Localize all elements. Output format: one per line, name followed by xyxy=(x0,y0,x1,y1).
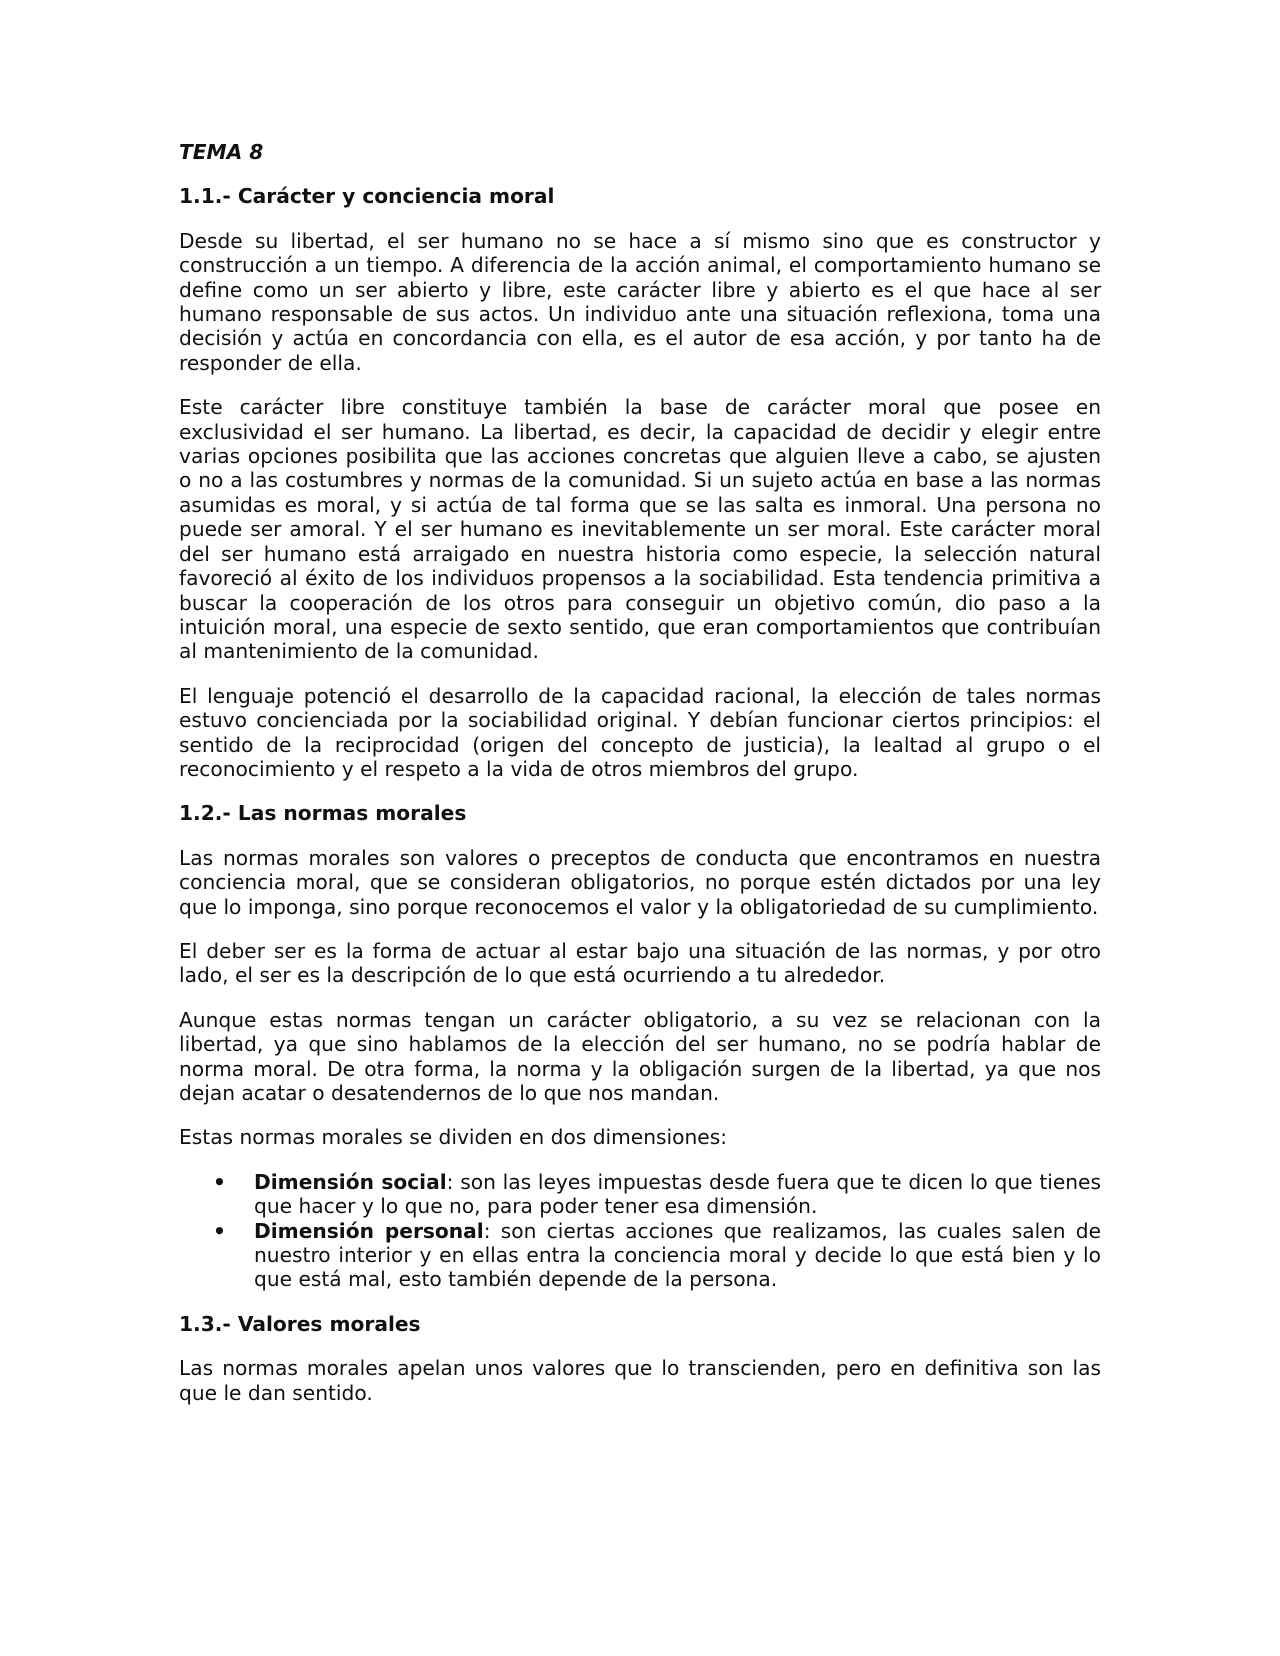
document-title: TEMA 8 xyxy=(179,140,264,164)
bullet-icon: • xyxy=(213,1218,226,1243)
section-heading-1-1: 1.1.- Carácter y conciencia moral xyxy=(179,184,555,209)
list-item-text: : son ciertas acciones que realizamos, las cuales salen de nuestro interior y en ellas entra la conciencia moral y decide lo que está bien y lo que está mal, esto también depende de la persona. xyxy=(254,1218,1101,1292)
bullet-icon: • xyxy=(213,1169,226,1194)
paragraph: Las normas morales son valores o preceptos de conducta que encontramos en nuestra conciencia moral, que se consideran obligatorios, no porque estén dictados por una ley que lo imponga, sino porque reconocemos el valor y la obligatoriedad de su cumplimiento. xyxy=(179,845,1101,919)
section-heading-1-3: 1.3.- Valores morales xyxy=(179,1311,421,1336)
list-item-term: Dimensión social xyxy=(254,1169,447,1194)
paragraph: Estas normas morales se dividen en dos dimensiones: xyxy=(179,1125,728,1150)
paragraph: Este carácter libre constituye también la base de carácter moral que posee en exclusividad el ser humano. La libertad, es decir, la capacidad de decidir y elegir entre varias opciones posibilita que las acciones concretas que alguien lleve a cabo, se ajusten o no a las costumbres y normas de la comunidad. Si un sujeto actúa en base a las normas asumidas es moral, y si actúa de tal forma que se las salta es inmoral. Una persona no puede ser amoral. Y el ser humano es inevitablemente un ser moral. Este carácter moral del ser humano está arraigado en nuestra historia como especie, la selección natural favoreció al éxito de los individuos propensos a la sociabilidad. Esta tendencia primitiva a buscar la cooperación de los otros para conseguir un objetivo común, dio paso a la intuición moral, una especie de sexto sentido, que eran comportamientos que contribuían al mantenimiento de la comunidad. xyxy=(179,395,1101,664)
list-item-dimension-personal xyxy=(213,1218,1101,1292)
list-item-term: Dimensión personal xyxy=(254,1218,484,1243)
section-heading-1-2: 1.2.- Las normas morales xyxy=(179,801,467,826)
paragraph: Las normas morales apelan unos valores que lo transcienden, pero en definitiva son las que le dan sentido. xyxy=(179,1356,1101,1405)
paragraph: El lenguaje potenció el desarrollo de la capacidad racional, la elección de tales normas estuvo concienciada por la sociabilidad original. Y debían funcionar ciertos principios: el sentido de la reciprocidad (origen del concepto de justicia), la lealtad al grupo o el reconocimiento y el respeto a la vida de otros miembros del grupo. xyxy=(179,683,1101,781)
list-item-text: : son las leyes impuestas desde fuera que te dicen lo que tienes que hacer y lo que no, para poder tener esa dimensión. xyxy=(254,1169,1101,1219)
document-page xyxy=(179,140,1101,1425)
paragraph: Aunque estas normas tengan un carácter obligatorio, a su vez se relacionan con la libertad, ya que sino hablamos de la elección del ser humano, no se podría hablar de norma moral. De otra forma, la norma y la obligación surgen de la libertad, ya que nos dejan acatar o desatendernos de lo que nos mandan. xyxy=(179,1007,1101,1105)
paragraph: El deber ser es la forma de actuar al estar bajo una situación de las normas, y por otro lado, el ser es la descripción de lo que está ocurriendo a tu alrededor. xyxy=(179,938,1101,988)
list-item-dimension-social xyxy=(213,1169,1101,1219)
dimensions-list xyxy=(179,1170,1101,1292)
paragraph: Desde su libertad, el ser humano no se hace a sí mismo sino que es constructor y construcción a un tiempo. A diferencia de la acción animal, el comportamiento humano se define como un ser abierto y libre, este carácter libre y abierto es el que hace al ser humano responsable de sus actos. Un individuo ante una situación reflexiona, toma una decisión y actúa en concordancia con ella, es el autor de esa acción, y por tanto ha de responder de ella. xyxy=(179,228,1101,375)
